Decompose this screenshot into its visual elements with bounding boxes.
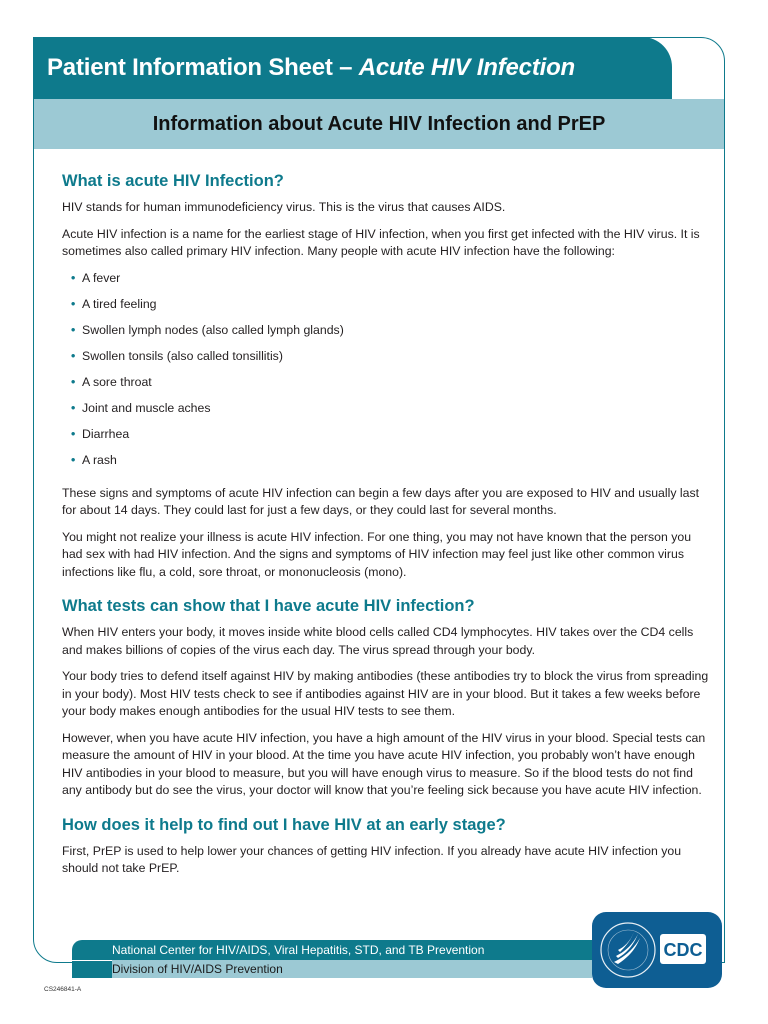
- document-number: CS246841-A: [44, 986, 82, 993]
- cdc-logo: [592, 912, 722, 988]
- section3-heading: How does it help to find out I have HIV at an early stage?: [62, 815, 506, 834]
- bullet-icon: •: [71, 296, 76, 311]
- symptom-list: [62, 270, 710, 478]
- section3-paragraph: First, PrEP is used to help lower your chances of getting HIV infection. If you already have acute HIV infection you should not take PrEP.: [62, 843, 682, 875]
- section1-paragraph: Acute HIV infection is a name for the earliest stage of HIV infection, when you first get infected with the HIV virus. It is sometimes also called primary HIV infection. Many people with acute HIV infection have the following:: [62, 226, 700, 258]
- footer-banner: [72, 940, 592, 978]
- footer-center-name: National Center for HIV/AIDS, Viral Hepatitis, STD, and TB Prevention: [112, 943, 485, 957]
- page-subtitle: Information about Acute HIV Infection and PrEP: [34, 99, 724, 149]
- bullet-icon: •: [71, 426, 76, 441]
- section2-paragraph: Your body tries to defend itself against HIV by making antibodies (these antibodies try to block the virus from spreading in your body). Most HIV tests check to see if antibodies against HIV are in your blood. But it takes a few weeks before your body makes enough antibodies for the usual HIV tests to see them.: [62, 669, 709, 718]
- bullet-icon: •: [71, 452, 76, 467]
- footer-division-name: Division of HIV/AIDS Prevention: [112, 962, 283, 976]
- bullet-icon: •: [71, 322, 76, 337]
- cdc-wordmark: CDC: [663, 940, 703, 960]
- section2-paragraph: When HIV enters your body, it moves inside white blood cells called CD4 lymphocytes. HIV takes over the CD4 cells and makes billions of copies of the virus each day. The virus spread through your body.: [62, 625, 694, 657]
- list-item: • Diarrhea: [71, 426, 130, 441]
- title-emphasis: Acute HIV Infection: [358, 54, 576, 81]
- section1-heading: What is acute HIV Infection?: [62, 172, 284, 190]
- page-title: [33, 37, 672, 99]
- title-main: Patient Information Sheet –: [47, 54, 359, 81]
- list-item: • Swollen tonsils (also called tonsillitis): [71, 348, 283, 363]
- list-item: • A rash: [71, 452, 117, 467]
- section1-paragraph: You might not realize your illness is acute HIV infection. For one thing, you may not have known that the person you had sex with had HIV infection. And the signs and symptoms of HIV infection may feel just like other common virus infections like flu, a cold, sore throat, or mononucleosis (mono).: [62, 529, 692, 579]
- bullet-icon: •: [71, 270, 76, 285]
- list-item: • A tired feeling: [71, 296, 157, 311]
- footer-division-bar: [112, 960, 592, 978]
- list-item: • Joint and muscle aches: [71, 400, 211, 415]
- list-item: • A sore throat: [71, 374, 152, 389]
- section2-heading: What tests can show that I have acute HIV infection?: [62, 597, 475, 615]
- section2-paragraph: However, when you have acute HIV infection, you have a high amount of the HIV virus in your blood. Special tests can measure the amount of HIV in your blood. At the time you have acute HIV infection, you probably won’t have enough HIV antibodies in your blood to measure, but you will have enough virus to measure. So if the blood tests do not find any antibody but do see the virus, your doctor will know that you’re feeling sick because you have acute HIV infection.: [62, 730, 706, 797]
- hhs-eagle-icon: [592, 912, 722, 988]
- section1-paragraph: HIV stands for human immunodeficiency virus. This is the virus that causes AIDS.: [62, 200, 506, 214]
- bullet-icon: •: [71, 374, 76, 389]
- section1-paragraph: These signs and symptoms of acute HIV infection can begin a few days after you are exposed to HIV and usually last for about 14 days. They could last for just a few days, or they could last for several months.: [62, 485, 700, 517]
- document-body: [62, 170, 710, 887]
- bullet-icon: •: [71, 400, 76, 415]
- list-item: • Swollen lymph nodes (also called lymph glands): [71, 322, 344, 337]
- list-item: • A fever: [71, 270, 121, 285]
- bullet-icon: •: [71, 348, 76, 363]
